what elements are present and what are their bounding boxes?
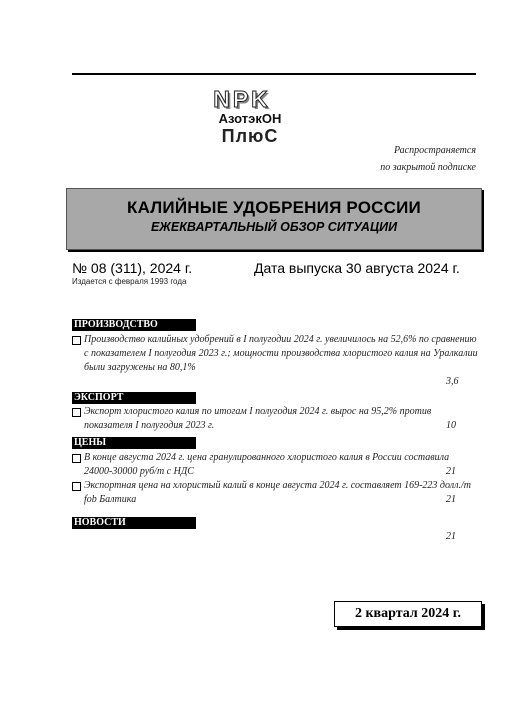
page-ref: 21	[446, 494, 456, 505]
section-prices-heading: ЦЕНЫ	[72, 437, 196, 449]
top-rule	[72, 73, 476, 75]
logo-npk: NPK	[213, 86, 271, 112]
checkbox-icon	[72, 336, 81, 345]
published-since: Издается с февраля 1993 года	[72, 277, 187, 286]
checkbox-icon	[72, 482, 81, 491]
title-box	[66, 188, 482, 250]
logo-plus: ПлюС	[221, 126, 279, 146]
item-text: В конце августа 2024 г. цена гранулированного хлористого калия в России составила 24000-30000 руб/т с НДС	[84, 452, 450, 477]
item-text: Производство калийных удобрений в I полугодии 2024 г. увеличилось на 52,6% по сравнению с показателем I полугодия 2023 г.; мощности производства хлористого калия на Уралкалии были загружены на 80,1%	[84, 334, 478, 373]
section-production-heading: ПРОИЗВОДСТВО	[72, 319, 196, 331]
list-item	[72, 479, 478, 507]
list-item	[72, 451, 478, 479]
section-news-heading: НОВОСТИ	[72, 517, 196, 529]
checkbox-icon	[72, 408, 81, 417]
issue-number: № 08 (311), 2024 г.	[72, 260, 193, 276]
section-export-heading: ЭКСПОРТ	[72, 392, 196, 404]
item-text: Экспорт хлористого калия по итогам I полугодия 2024 г. вырос на 95,2% против показателя I полугодия 2023 г.	[84, 406, 432, 431]
subtitle: ЕЖЕКВАРТАЛЬНЫЙ ОБЗОР СИТУАЦИИ	[150, 220, 398, 234]
page-ref: 10	[446, 420, 456, 431]
page-ref: 3,6	[446, 376, 459, 387]
quarter-badge: 2 квартал 2024 г.	[334, 601, 482, 627]
distribution-line-1: Распространяется	[393, 145, 476, 156]
checkbox-icon	[72, 454, 81, 463]
page-ref: 21	[446, 466, 456, 477]
main-title: КАЛИЙНЫЕ УДОБРЕНИЯ РОССИИ	[127, 198, 421, 217]
logo-azoteqon: АзотэкОН	[218, 111, 282, 126]
list-item	[72, 333, 478, 393]
list-item	[72, 405, 478, 435]
page-ref: 21	[446, 531, 456, 542]
release-date: Дата выпуска 30 августа 2024 г.	[254, 260, 460, 276]
distribution-line-2: по закрытой подписке	[380, 162, 476, 173]
item-text: Экспортная цена на хлористый калий в конце августа 2024 г. составляет 169-223 долл./т fob Балтика	[84, 480, 471, 505]
distribution-note	[340, 142, 476, 176]
